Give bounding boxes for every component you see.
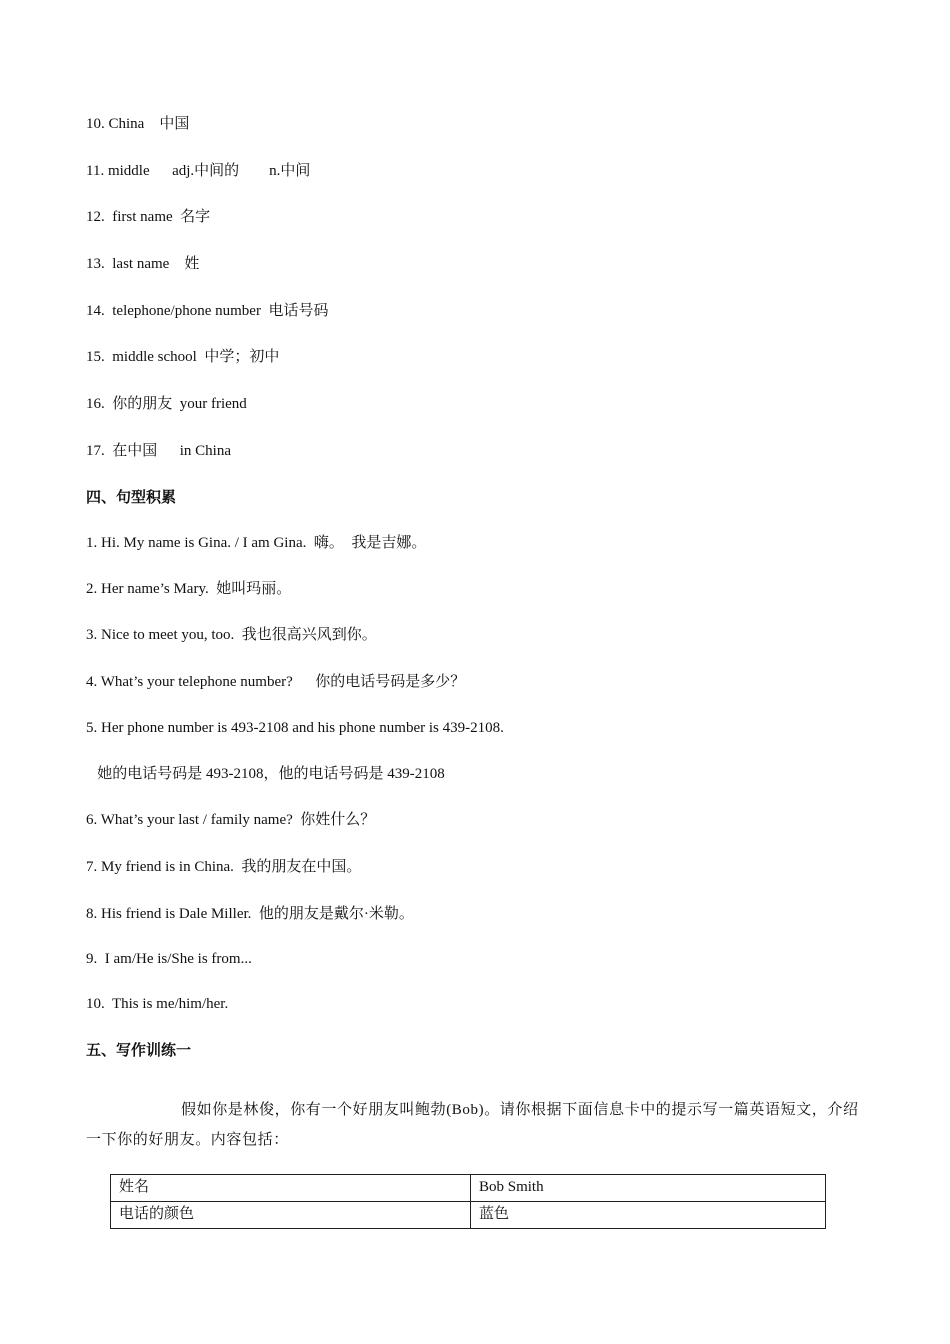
sentence-item: 6. What’s your last / family name? 你姓什么？ [86,812,376,828]
section-heading-sentences: 四、句型积累 [86,488,177,506]
sentence-item: 5. Her phone number is 493-2108 and his phone number is 439-2108. [86,720,504,736]
vocab-item: 15. middle school 中学；初中 [86,349,280,365]
table-row [111,1202,826,1229]
sentence-item: 1. Hi. My name is Gina. / I am Gina. 嗨。 我是吉娜。 [86,535,427,551]
sentence-item: 3. Nice to meet you, too. 我也很高兴风到你。 [86,627,377,643]
sentence-item: 2. Her name’s Mary. 她叫玛丽。 [86,581,292,597]
table-cell: 电话的颜色 [111,1202,471,1229]
sentence-item: 4. What’s your telephone number? 你的电话号码是多少？ [86,674,466,690]
sentence-item: 8. His friend is Dale Miller. 他的朋友是戴尔·米勒。 [86,906,414,922]
table-row [111,1175,826,1202]
sentence-item: 7. My friend is in China. 我的朋友在中国。 [86,859,362,875]
sentence-item: 她的电话号码是 493-2108，他的电话号码是 439-2108 [86,766,445,782]
section-heading-writing: 五、写作训练一 [86,1041,192,1059]
table-cell: 蓝色 [471,1202,826,1229]
vocab-item: 12. first name 名字 [86,209,211,225]
table-cell: Bob Smith [471,1175,826,1202]
vocab-item: 14. telephone/phone number 电话号码 [86,303,329,319]
table-cell: 姓名 [111,1175,471,1202]
vocab-item: 16. 你的朋友 your friend [86,396,247,412]
sentence-item: 9. I am/He is/She is from... [86,951,252,967]
vocab-item: 11. middle adj.中间的 n.中间 [86,163,311,179]
writing-prompt: 假如你是林俊，你有一个好朋友叫鲍勃(Bob)。请你根据下面信息卡中的提示写一篇英语短文，介绍一下你的好朋友。内容包括： [86,1102,859,1148]
vocab-item: 17. 在中国 in China [86,443,231,459]
vocab-item: 13. last name 姓 [86,256,200,272]
sentence-item: 10. This is me/him/her. [86,996,229,1012]
vocab-item: 10. China 中国 [86,116,190,132]
info-card-table [110,1174,826,1229]
